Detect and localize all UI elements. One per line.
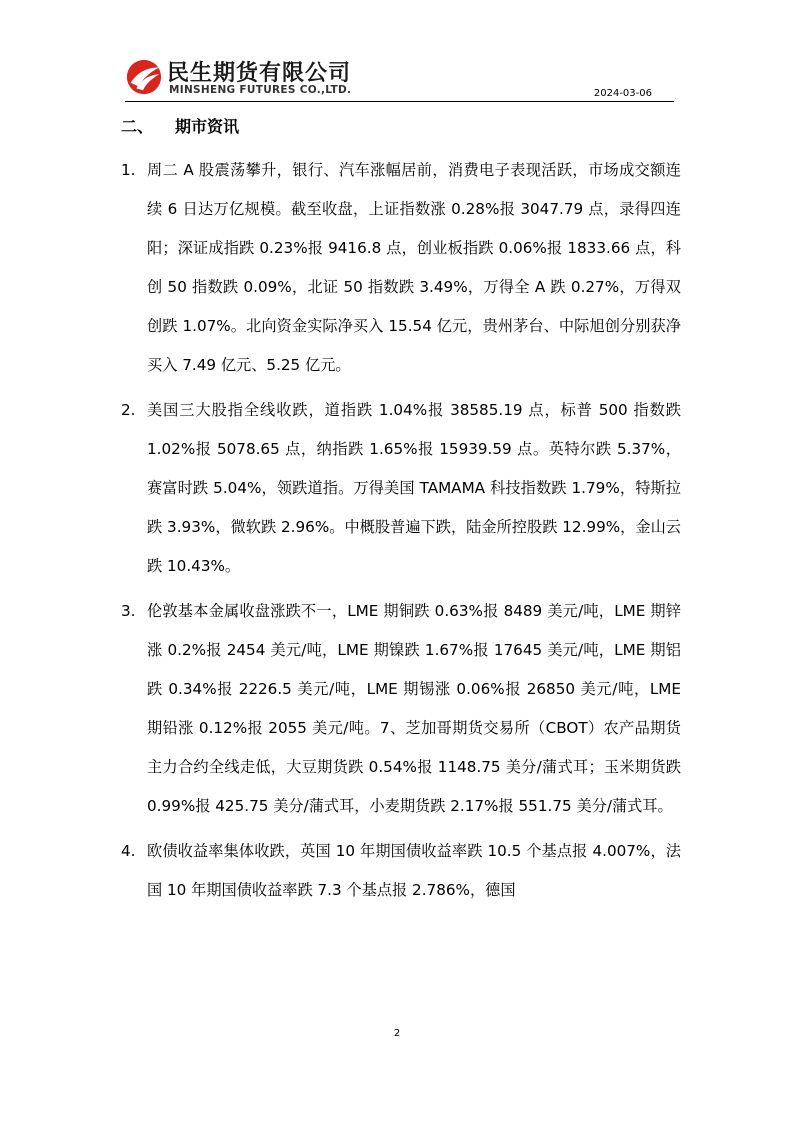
- minsheng-logo-icon: [125, 58, 163, 96]
- list-item-number: 1.: [121, 161, 136, 179]
- company-name-en: MINSHENG FUTURES CO.,LTD.: [169, 84, 352, 96]
- section-title: 期市资讯: [175, 117, 240, 136]
- report-date: 2024-03-06: [593, 88, 652, 99]
- list-item-text: 周二 A 股震荡攀升，银行、汽车涨幅居前，消费电子表现活跃，市场成交额连续 6 日达万亿规模。截至收盘，上证指数涨 0.28%报 3047.79 点，录得四连阳；深证成指跌 0.23%报 9416.8 点，创业板指跌 0.06%报 1833.66 点，科创 50 指数跌 0.09%，北证 50 指数跌 3.49%，万得全 A 跌 0.27%，万得双创跌 1.07%。北向资金实际净买入 15.54 亿元，贵州茅台、中际旭创分别获净买入 7.49 亿元、5.25 亿元。: [147, 161, 681, 374]
- page-number: 2: [393, 1028, 401, 1039]
- list-item: [121, 391, 681, 586]
- list-item: [121, 592, 681, 826]
- page-header: [125, 50, 674, 102]
- list-item: [121, 832, 681, 910]
- list-item-number: 2.: [121, 401, 136, 419]
- company-name-cn: 民生期货有限公司: [167, 61, 352, 86]
- news-list: [121, 151, 681, 916]
- list-item: [121, 151, 681, 385]
- list-item-number: 3.: [121, 602, 136, 620]
- section-number: 二、: [121, 117, 154, 136]
- list-item-number: 4.: [121, 842, 136, 860]
- section-heading: [121, 114, 239, 137]
- list-item-text: 欧债收益率集体收跌，英国 10 年期国债收益率跌 10.5 个基点报 4.007%，法国 10 年期国债收益率跌 7.3 个基点报 2.786%，德国: [147, 842, 681, 899]
- header-divider: [125, 101, 674, 102]
- list-item-text: 美国三大股指全线收跌，道指跌 1.04%报 38585.19 点，标普 500 指数跌 1.02%报 5078.65 点，纳指跌 1.65%报 15939.59 点。英特尔跌 5.37%，赛富时跌 5.04%，领跌道指。万得美国 TAMAMA 科技指数跌 1.79%，特斯拉跌 3.93%，微软跌 2.96%。中概股普遍下跌，陆金所控股跌 12.99%，金山云跌 10.43%。: [147, 401, 681, 575]
- list-item-text: 伦敦基本金属收盘涨跌不一，LME 期铜跌 0.63%报 8489 美元/吨，LME 期锌涨 0.2%报 2454 美元/吨，LME 期镍跌 1.67%报 17645 美元/吨，LME 期铝跌 0.34%报 2226.5 美元/吨，LME 期锡涨 0.06%报 26850 美元/吨，LME 期铅涨 0.12%报 2055 美元/吨。7、芝加哥期货交易所（CBOT）农产品期货主力合约全线走低，大豆期货跌 0.54%报 1148.75 美分/蒲式耳；玉米期货跌 0.99%报 425.75 美分/蒲式耳，小麦期货跌 2.17%报 551.75 美分/蒲式耳。: [147, 602, 681, 815]
